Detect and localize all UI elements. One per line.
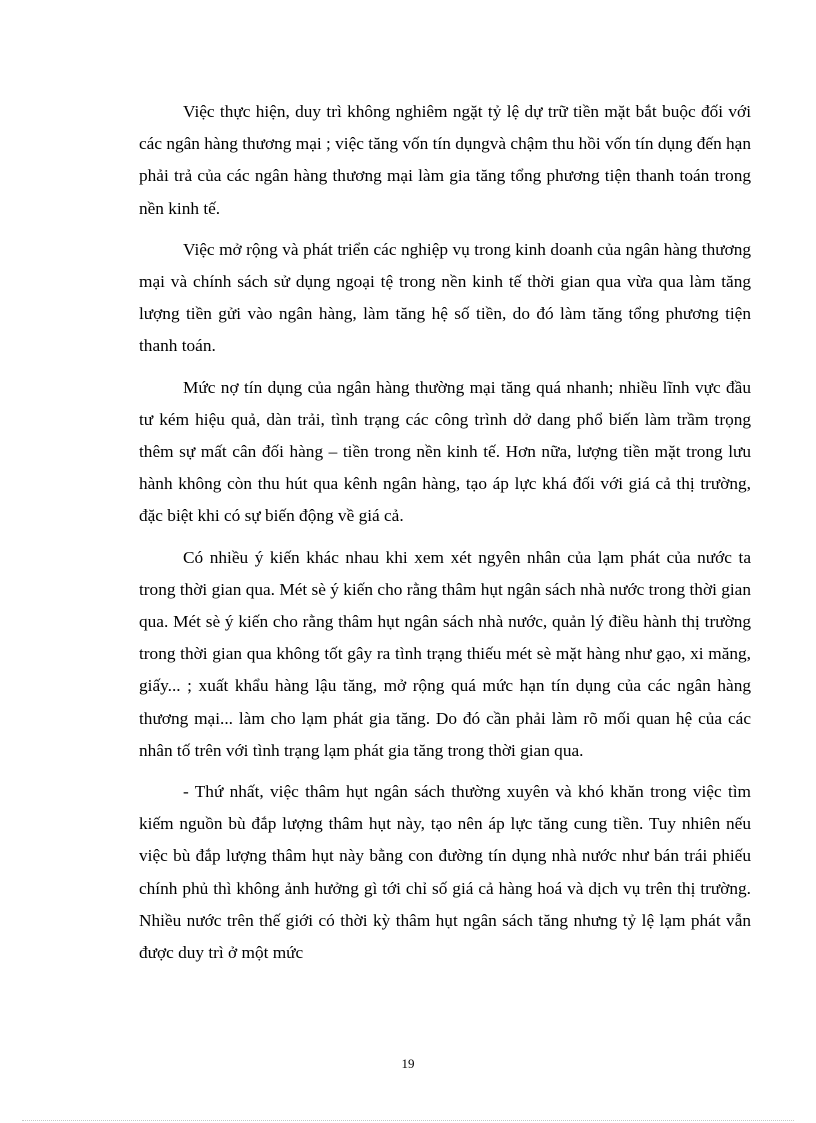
paragraph-inflation-causes: Có nhiều ý kiến khác nhau khi xem xét ngyên nhân của lạm phát của nước ta trong thời gian qua. Mét sè ý kiến cho rằng thâm hụt ngân sách nhà nước trong thời gian qua. Mét sè ý kiến cho rằng thâm hụt ngân sách nhà nước, quản lý điều hành thị trường trong thời gian qua không tốt gây ra tình trạng thiếu mét sè mặt hàng như gạo, xi măng, giấy... ; xuất khẩu hàng lậu tăng, mở rộng quá mức hạn tín dụng của các ngân hàng thương mại... làm cho lạm phát gia tăng. Do đó cần phải làm rõ mối quan hệ của các nhân tố trên với tình trạng lạm phát gia tăng trong thời gian qua. [139, 547, 751, 760]
paragraph-reserve-requirement: Việc thực hiện, duy trì không nghiêm ngặt tỷ lệ dự trữ tiền mặt bắt buộc đối với các ngân hàng thương mại ; việc tăng vốn tín dụngvà chậm thu hồi vốn tín dụng đến hạn phải trả của các ngân hàng thương mại làm gia tăng tổng phương tiện thanh toán trong nền kinh tế. [139, 102, 751, 218]
page-number: 19 [401, 1056, 415, 1071]
paragraph-credit-debt: Mức nợ tín dụng của ngân hàng thường mại tăng quá nhanh; nhiều lĩnh vực đầu tư kém hiệu quả, dàn trải, tình trạng các công trình dở dang phổ biến làm trầm trọng thêm sự mất cân đối hàng – tiền trong nền kinh tế. Hơn nữa, lượng tiền mặt trong lưu hành không còn thu hút qua kênh ngân hàng, tạo áp lực khá đối với giá cả thị trường, đặc biệt khi có sự biến động về giá cả. [139, 377, 751, 526]
page-edge-divider [22, 1120, 794, 1121]
paragraph-banking-services: Việc mở rộng và phát triển các nghiệp vụ trong kinh doanh của ngân hàng thương mại và chính sách sử dụng ngoại tệ trong nền kinh tế thời gian qua vừa qua làm tăng lượng tiền gửi vào ngân hàng, làm tăng hệ số tiền, do đó làm tăng tổng phương tiện thanh toán. [139, 239, 751, 356]
body-text [139, 96, 751, 978]
paragraph-budget-deficit: - Thứ nhất, việc thâm hụt ngân sách thường xuyên và khó khăn trong việc tìm kiếm nguồn bù đắp lượng thâm hụt này, tạo nên áp lực tăng cung tiền. Tuy nhiên nếu việc bù đắp lượng thâm hụt này bằng con đường tín dụng nhà nước như bán trái phiếu chính phủ thì không ảnh hưởng gì tới chỉ số giá cả hàng hoá và dịch vụ trên thị trường. Nhiều nước trên thế giới có thời kỳ thâm hụt ngân sách tăng nhưng tỷ lệ lạm phát vẫn được duy trì ở một mức [139, 782, 751, 963]
